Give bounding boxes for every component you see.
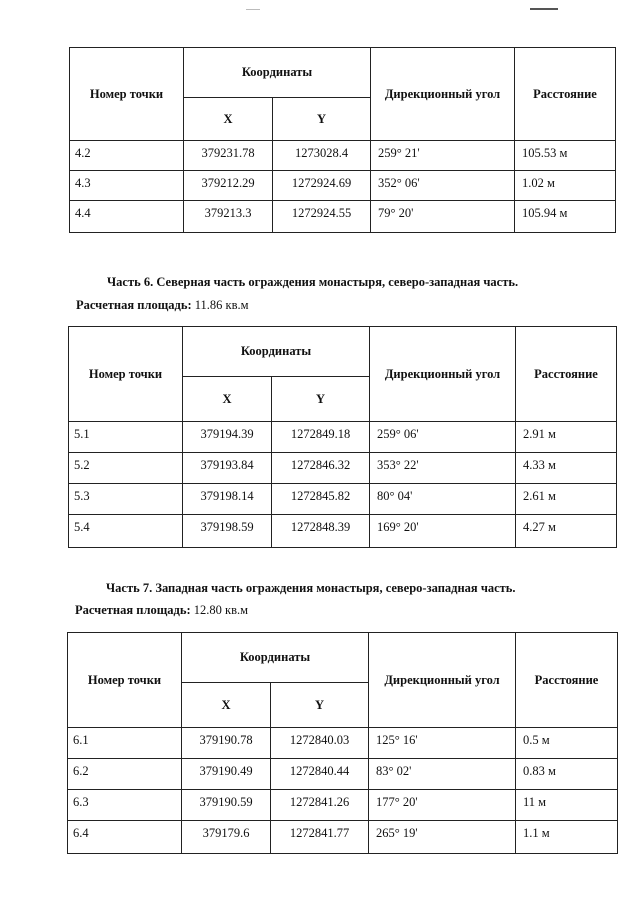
cell-x: 379179.6 [182, 821, 271, 854]
cell-distance: 1.02 м [515, 171, 616, 201]
part6-title: Часть 6. Северная часть ограждения монастыря, северо-западная часть. [107, 275, 519, 289]
cell-point: 4.4 [70, 201, 184, 233]
part7-area-value: 12.80 кв.м [193, 603, 249, 617]
cell-angle: 80° 04' [370, 484, 516, 515]
cell-y: 1272849.18 [272, 422, 370, 453]
scan-mark-right [530, 8, 558, 10]
part6-area-label: Расчетная площадь: [76, 298, 192, 312]
cell-x: 379193.84 [183, 453, 272, 484]
cell-y: 1272846.32 [272, 453, 370, 484]
table-row [69, 453, 617, 484]
cell-point: 5.3 [69, 484, 183, 515]
cell-x: 379194.39 [183, 422, 272, 453]
cell-angle: 353° 22' [370, 453, 516, 484]
header-point-number: Номер точки [69, 327, 183, 422]
cell-point: 4.3 [70, 171, 184, 201]
table-row [70, 141, 616, 171]
cell-angle: 169° 20' [370, 515, 516, 548]
cell-angle: 259° 06' [370, 422, 516, 453]
part6-area [76, 298, 249, 313]
cell-angle: 79° 20' [371, 201, 515, 233]
cell-x: 379190.49 [182, 759, 271, 790]
header-x: X [184, 98, 273, 141]
cell-angle: 83° 02' [369, 759, 516, 790]
cell-angle: 352° 06' [371, 171, 515, 201]
cell-distance: 2.91 м [516, 422, 617, 453]
part6-area-value: 11.86 кв.м [194, 298, 249, 312]
table-row [70, 201, 616, 233]
header-distance: Расстояние [515, 48, 616, 141]
table-row [70, 171, 616, 201]
cell-distance: 4.33 м [516, 453, 617, 484]
cell-point: 6.1 [68, 728, 182, 759]
cell-distance: 11 м [516, 790, 618, 821]
table-row [68, 728, 618, 759]
cell-x: 379212.29 [184, 171, 273, 201]
cell-distance: 105.94 м [515, 201, 616, 233]
table-row [68, 821, 618, 854]
cell-x: 379198.59 [183, 515, 272, 548]
cell-angle: 125° 16' [369, 728, 516, 759]
part7-area [75, 603, 248, 618]
table-row [68, 790, 618, 821]
cell-y: 1272845.82 [272, 484, 370, 515]
cell-point: 5.4 [69, 515, 183, 548]
part7-area-label: Расчетная площадь: [75, 603, 191, 617]
header-distance: Расстояние [516, 633, 618, 728]
cell-point: 5.2 [69, 453, 183, 484]
header-x: X [183, 377, 272, 422]
header-y: Y [272, 377, 370, 422]
cell-y: 1272924.69 [273, 171, 371, 201]
table-row [69, 515, 617, 548]
header-direction-angle: Дирекционный угол [369, 633, 516, 728]
cell-point: 5.1 [69, 422, 183, 453]
header-point-number: Номер точки [70, 48, 184, 141]
cell-distance: 0.83 м [516, 759, 618, 790]
scan-mark-left [246, 9, 260, 10]
cell-x: 379231.78 [184, 141, 273, 171]
header-point-number: Номер точки [68, 633, 182, 728]
cell-x: 379213.3 [184, 201, 273, 233]
table-row [69, 484, 617, 515]
cell-distance: 0.5 м [516, 728, 618, 759]
cell-distance: 2.61 м [516, 484, 617, 515]
coordinates-table-part5 [69, 47, 616, 233]
cell-point: 6.3 [68, 790, 182, 821]
header-x: X [182, 683, 271, 728]
cell-point: 4.2 [70, 141, 184, 171]
header-coordinates: Координаты [184, 48, 371, 98]
cell-y: 1272841.26 [271, 790, 369, 821]
cell-point: 6.2 [68, 759, 182, 790]
cell-distance: 4.27 м [516, 515, 617, 548]
cell-angle: 177° 20' [369, 790, 516, 821]
cell-y: 1272841.77 [271, 821, 369, 854]
header-distance: Расстояние [516, 327, 617, 422]
header-y: Y [271, 683, 369, 728]
cell-x: 379198.14 [183, 484, 272, 515]
coordinates-table-part6 [68, 326, 617, 548]
cell-y: 1273028.4 [273, 141, 371, 171]
coordinates-table-part7 [67, 632, 618, 854]
header-direction-angle: Дирекционный угол [370, 327, 516, 422]
part7-title: Часть 7. Западная часть ограждения монастыря, северо-западная часть. [106, 581, 516, 595]
cell-angle: 265° 19' [369, 821, 516, 854]
cell-x: 379190.59 [182, 790, 271, 821]
header-direction-angle: Дирекционный угол [371, 48, 515, 141]
cell-distance: 1.1 м [516, 821, 618, 854]
table-row [69, 422, 617, 453]
cell-y: 1272924.55 [273, 201, 371, 233]
cell-angle: 259° 21' [371, 141, 515, 171]
table-row [68, 759, 618, 790]
cell-x: 379190.78 [182, 728, 271, 759]
cell-y: 1272840.03 [271, 728, 369, 759]
cell-point: 6.4 [68, 821, 182, 854]
header-y: Y [273, 98, 371, 141]
header-coordinates: Координаты [182, 633, 369, 683]
cell-y: 1272840.44 [271, 759, 369, 790]
cell-y: 1272848.39 [272, 515, 370, 548]
header-coordinates: Координаты [183, 327, 370, 377]
cell-distance: 105.53 м [515, 141, 616, 171]
